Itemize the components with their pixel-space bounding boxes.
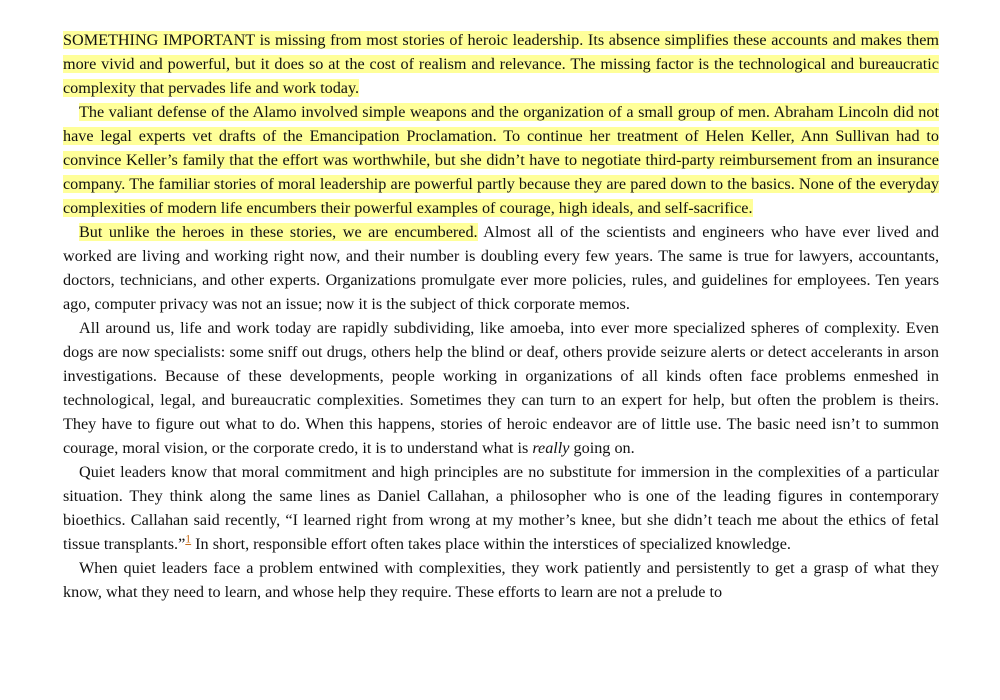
paragraph-6 xyxy=(63,556,939,604)
paragraph-1 xyxy=(63,28,939,100)
body-text: Almost all of the scientists and engineers who have ever lived and worked are living and working right now, and their number is doubling every few years. The same is true for lawyers, accountants, doctors, technicians, and other experts. Organizations promulgate ever more policies, rules, and guidelines for employees. Ten years ago, computer privacy was not an issue; now it is the subject of thick corporate memos. xyxy=(63,223,939,313)
body-text: All around us, life and work today are rapidly subdividing, like amoeba, into ever more specialized spheres of complexity. Even dogs are now specialists: some sniff out drugs, others help the blind or deaf, others provide seizure alerts or detect accelerants in arson investigations. Because of these developments, people working in organizations of all kinds often face problems enmeshed in technological, legal, and bureaucratic complexities. Sometimes they can turn to an expert for help, but often the problem is theirs. They have to figure out what to do. When this happens, stories of heroic endeavor are of little use. The basic need isn’t to summon courage, moral vision, or the corporate credo, it is to understand what is xyxy=(63,319,939,457)
paragraph-5 xyxy=(63,460,939,556)
body-text: going on. xyxy=(569,439,635,457)
emphasis-text: really xyxy=(532,439,570,457)
document-page xyxy=(63,28,939,604)
paragraph-3 xyxy=(63,220,939,316)
highlighted-text[interactable]: SOMETHING IMPORTANT is missing from most stories of heroic leadership. Its absence simplifies these accounts and makes them more vivid and powerful, but it does so at the cost of realism and relevance. The missing factor is the technological and bureaucratic complexity that pervades life and work today. xyxy=(63,31,939,97)
footnote-link[interactable]: 1 xyxy=(185,532,192,546)
paragraph-2 xyxy=(63,100,939,220)
body-text: In short, responsible effort often takes place within the interstices of specialized knowledge. xyxy=(191,535,791,553)
highlighted-text[interactable]: But unlike the heroes in these stories, we are encumbered. xyxy=(79,223,478,241)
body-text: Quiet leaders know that moral commitment and high principles are no substitute for immersion in the complexities of a particular situation. They think along the same lines as Daniel Callahan, a philosopher who is one of the leading figures in contemporary bioethics. Callahan said recently, “I learned right from wrong at my mother’s knee, but she didn’t teach me about the ethics of fetal tissue transplants.” xyxy=(63,463,939,553)
paragraph-4 xyxy=(63,316,939,460)
body-text: When quiet leaders face a problem entwined with complexities, they work patiently and persistently to get a grasp of what they know, what they need to learn, and whose help they require. These efforts to learn are not a prelude to xyxy=(63,559,939,601)
highlighted-text[interactable]: The valiant defense of the Alamo involved simple weapons and the organization of a small group of men. Abraham Lincoln did not have legal experts vet drafts of the Emancipation Proclamation. To continue her treatment of Helen Keller, Ann Sullivan had to convince Keller’s family that the effort was worthwhile, but she didn’t have to negotiate third-party reimbursement from an insurance company. The familiar stories of moral leadership are powerful partly because they are pared down to the basics. None of the everyday complexities of modern life encumbers their powerful examples of courage, high ideals, and self-sacrifice. xyxy=(63,103,939,217)
